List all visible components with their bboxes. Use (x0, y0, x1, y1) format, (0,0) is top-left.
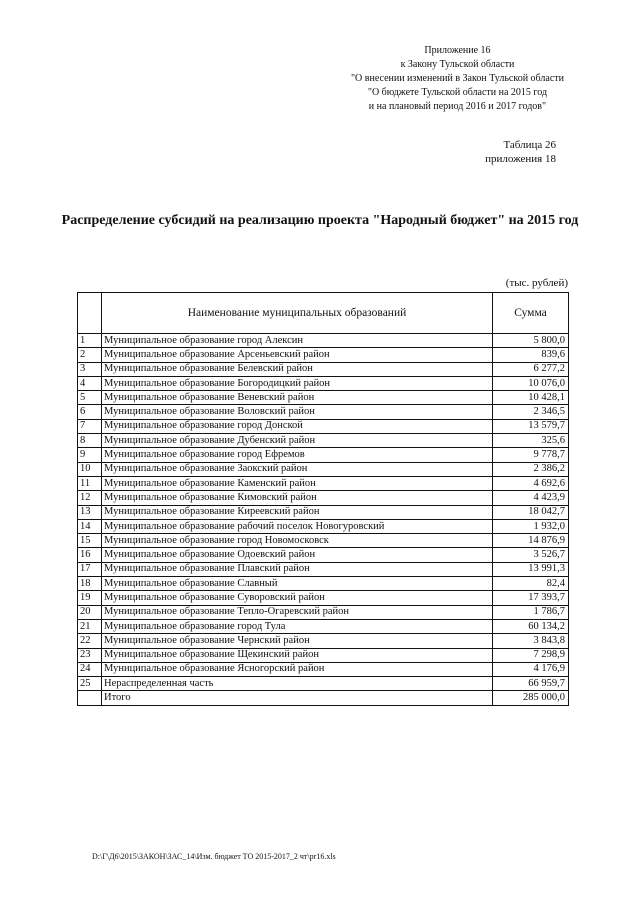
table-row (78, 505, 569, 519)
row-number: 1 (78, 334, 102, 348)
table-row (78, 519, 569, 533)
row-number: 4 (78, 376, 102, 390)
municipality-name: Нераспределенная часть (102, 677, 493, 691)
municipality-name: Муниципальное образование город Новомосковск (102, 534, 493, 548)
municipality-name: Муниципальное образование Плавский район (102, 562, 493, 576)
table-row (78, 448, 569, 462)
row-number: 11 (78, 476, 102, 490)
subsidy-sum: 2 386,2 (493, 462, 569, 476)
subsidy-sum: 2 346,5 (493, 405, 569, 419)
municipality-name: Муниципальное образование город Донской (102, 419, 493, 433)
subsidy-sum: 82,4 (493, 577, 569, 591)
municipality-name: Муниципальное образование Щекинский район (102, 648, 493, 662)
row-number: 2 (78, 348, 102, 362)
table-row (78, 419, 569, 433)
subsidy-sum: 18 042,7 (493, 505, 569, 519)
column-header-sum: Сумма (493, 293, 569, 334)
row-number: 13 (78, 505, 102, 519)
municipality-name: Муниципальное образование Заокский район (102, 462, 493, 476)
municipality-name: Муниципальное образование Славный (102, 577, 493, 591)
file-path-footer: D:\Г\Д6\2015\ЗАКОН\ЗАС_14\Изм. бюджет ТО 2015-2017_2 чт\pr16.xls (92, 852, 336, 861)
municipality-name: Муниципальное образование Кимовский район (102, 491, 493, 505)
table-row (78, 648, 569, 662)
row-number: 8 (78, 434, 102, 448)
table-number: Таблица 26 (503, 139, 556, 151)
row-number: 17 (78, 562, 102, 576)
table-row (78, 605, 569, 619)
table-row (78, 462, 569, 476)
table-row (78, 562, 569, 576)
row-number: 10 (78, 462, 102, 476)
subsidy-sum: 4 692,6 (493, 476, 569, 490)
subsidy-sum: 17 393,7 (493, 591, 569, 605)
table-row (78, 691, 569, 705)
row-number: 19 (78, 591, 102, 605)
table-row (78, 348, 569, 362)
row-number: 7 (78, 419, 102, 433)
subsidy-sum: 7 298,9 (493, 648, 569, 662)
table-row (78, 534, 569, 548)
subsidy-sum: 10 076,0 (493, 376, 569, 390)
table-row (78, 405, 569, 419)
subsidy-sum: 60 134,2 (493, 619, 569, 633)
table-row (78, 677, 569, 691)
table-row (78, 548, 569, 562)
subsidy-sum: 1 932,0 (493, 519, 569, 533)
subsidy-sum: 14 876,9 (493, 534, 569, 548)
municipality-name: Муниципальное образование Суворовский район (102, 591, 493, 605)
municipality-name: Муниципальное образование город Ефремов (102, 448, 493, 462)
row-number: 14 (78, 519, 102, 533)
table-row (78, 334, 569, 348)
subsidy-sum: 13 579,7 (493, 419, 569, 433)
units-label: (тыс. рублей) (505, 277, 568, 289)
header-line: Приложение 16 (424, 45, 491, 56)
municipality-name: Муниципальное образование Дубенский район (102, 434, 493, 448)
row-number: 6 (78, 405, 102, 419)
municipality-name: Муниципальное образование Воловский район (102, 405, 493, 419)
row-number: 25 (78, 677, 102, 691)
subsidy-sum: 285 000,0 (493, 691, 569, 705)
row-number (78, 691, 102, 705)
subsidy-sum: 4 423,9 (493, 491, 569, 505)
table-row (78, 591, 569, 605)
table-row (78, 362, 569, 376)
table-row (78, 634, 569, 648)
subsidy-sum: 13 991,3 (493, 562, 569, 576)
subsidy-sum: 3 843,8 (493, 634, 569, 648)
table-appendix: приложения 18 (485, 153, 556, 165)
row-number: 15 (78, 534, 102, 548)
subsidy-sum: 9 778,7 (493, 448, 569, 462)
table-header-row (78, 293, 569, 334)
document-title: Распределение субсидий на реализацию проекта "Народный бюджет" на 2015 год (61, 213, 579, 228)
row-number: 9 (78, 448, 102, 462)
table-row (78, 577, 569, 591)
table-row (78, 662, 569, 676)
municipality-name: Муниципальное образование Чернский район (102, 634, 493, 648)
header-line: "О бюджете Тульской области на 2015 год (367, 87, 548, 98)
subsidy-sum: 325,6 (493, 434, 569, 448)
appendix-header (351, 44, 564, 114)
subsidy-sum: 6 277,2 (493, 362, 569, 376)
municipality-name: Муниципальное образование Арсеньевский район (102, 348, 493, 362)
row-number: 12 (78, 491, 102, 505)
subsidy-sum: 839,6 (493, 348, 569, 362)
municipality-name: Муниципальное образование Богородицкий район (102, 376, 493, 390)
table-row (78, 476, 569, 490)
municipality-name: Муниципальное образование город Тула (102, 619, 493, 633)
row-number: 24 (78, 662, 102, 676)
subsidy-sum: 10 428,1 (493, 391, 569, 405)
header-line: и на плановый период 2016 и 2017 годов" (368, 101, 547, 112)
subsidy-sum: 4 176,9 (493, 662, 569, 676)
municipality-name: Итого (102, 691, 493, 705)
header-line: к Закону Тульской области (400, 59, 515, 70)
row-number: 23 (78, 648, 102, 662)
municipality-name: Муниципальное образование Каменский район (102, 476, 493, 490)
subsidy-sum: 5 800,0 (493, 334, 569, 348)
row-number: 18 (78, 577, 102, 591)
municipality-name: Муниципальное образование город Алексин (102, 334, 493, 348)
municipality-name: Муниципальное образование Киреевский район (102, 505, 493, 519)
municipality-name: Муниципальное образование Ясногорский район (102, 662, 493, 676)
subsidy-sum: 1 786,7 (493, 605, 569, 619)
row-number: 20 (78, 605, 102, 619)
municipality-name: Муниципальное образование Белевский район (102, 362, 493, 376)
table-row (78, 619, 569, 633)
municipality-name: Муниципальное образование рабочий поселок Новогуровский (102, 519, 493, 533)
column-header-name: Наименование муниципальных образований (102, 293, 493, 334)
table-reference (485, 138, 556, 166)
table-row (78, 434, 569, 448)
table-row (78, 391, 569, 405)
municipality-name: Муниципальное образование Одоевский район (102, 548, 493, 562)
row-number: 3 (78, 362, 102, 376)
row-number: 22 (78, 634, 102, 648)
municipality-name: Муниципальное образование Веневский район (102, 391, 493, 405)
row-number: 21 (78, 619, 102, 633)
header-line: "О внесении изменений в Закон Тульской области (350, 73, 564, 84)
column-header-number (78, 293, 102, 334)
subsidy-sum: 3 526,7 (493, 548, 569, 562)
row-number: 5 (78, 391, 102, 405)
municipality-name: Муниципальное образование Тепло-Огаревский район (102, 605, 493, 619)
row-number: 16 (78, 548, 102, 562)
subsidy-sum: 66 959,7 (493, 677, 569, 691)
subsidy-table (77, 292, 569, 706)
table-row (78, 376, 569, 390)
table-row (78, 491, 569, 505)
